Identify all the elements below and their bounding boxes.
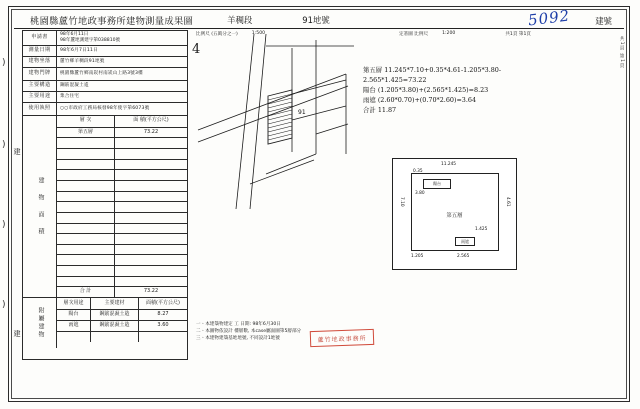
table-row-survey-date <box>23 46 187 57</box>
accessory-header-material: 主要建材 <box>91 298 139 309</box>
plan-balcony-box <box>423 179 451 189</box>
vertical-label-building: 建 物 面 積 <box>36 177 44 236</box>
note-line-2: 二、本圖物依設計 樓層數, 本case屬面圖第5層部分 <box>196 328 302 334</box>
row-value-use: 集合住宅 <box>60 94 80 100</box>
lot-label: 91地號 <box>302 15 330 25</box>
page-vertical-label: 共1頁 第1頁 <box>619 36 624 69</box>
table-row-structure <box>23 81 187 92</box>
row-value-location: 蘆竹鄉羊稠段91地號 <box>60 59 105 65</box>
plan-dim-right: 4.61 <box>505 197 510 207</box>
application-doc-no: 98年蘆地測建字第038810號 <box>60 38 121 44</box>
floor-blank-row <box>57 181 187 192</box>
floor-blank-row <box>57 266 187 277</box>
floor-blank-row <box>57 149 187 160</box>
floor-total-label: 合 計 <box>57 287 115 297</box>
note-line-3: 三、本建物建築基地地號, 不同設計1地號 <box>196 335 280 341</box>
floor-table-header <box>57 116 187 128</box>
row-value-address: 桃園縣蘆竹鄉南崁村南崁山上路3號3樓 <box>60 71 143 77</box>
plan-dim-top: 11.245 <box>441 162 457 167</box>
vertical-label-accessory: 附屬建物 <box>36 307 44 339</box>
accessory-header-use: 層次用途 <box>57 298 91 309</box>
floor-plan-center-label: 第五層 <box>446 213 463 219</box>
floor-total-row <box>57 287 187 297</box>
section-label: 羊稠段 <box>227 15 253 25</box>
accessory-table <box>57 298 187 348</box>
floor-blank-row <box>57 255 187 266</box>
office-stamp: 蘆竹地政事務所 <box>310 329 375 347</box>
binding-mark-3: ) <box>2 220 6 230</box>
cadastral-map-svg <box>196 34 356 209</box>
table-row-permit <box>23 103 187 116</box>
row-label-structure: 主要構造 <box>23 81 57 91</box>
document-header <box>14 6 624 30</box>
binding-marks <box>2 0 10 409</box>
accessory-blank-row <box>57 332 187 342</box>
vertical-label-jian-2: 建 <box>13 330 21 339</box>
row-label-address: 建物門牌 <box>23 68 57 80</box>
area-calculations <box>363 66 553 116</box>
floor-area-table <box>57 116 187 297</box>
floor-blank-row <box>57 213 187 224</box>
accessory-material-value: 鋼筋混凝土造 <box>91 310 139 320</box>
accessory-area-value: 8.27 <box>157 311 169 318</box>
drawn-scale-value: 1:200 <box>442 31 456 36</box>
floor-blank-row <box>57 245 187 256</box>
scale-value: 1:500 <box>251 31 266 36</box>
floor-blank-row <box>57 138 187 149</box>
drawn-scale-label: 定著圖 比例尺 <box>399 32 429 37</box>
table-row-use <box>23 92 187 103</box>
row-label-permit: 使用執照 <box>23 103 57 115</box>
plan-dim-a: 3.80 <box>415 191 425 196</box>
row-value-survey-date: 98年6月7日11日 <box>60 48 98 54</box>
row-label-survey-date: 測量日期 <box>23 46 57 56</box>
plan-dim-c: 0.35 <box>413 169 423 174</box>
floor-blank-row <box>57 192 187 203</box>
floor-blank-row <box>57 160 187 171</box>
binding-mark-1: ) <box>2 58 6 68</box>
row-value-structure: 鋼筋混凝土造 <box>60 83 89 89</box>
vertical-label-jian-1: 建 <box>13 148 21 157</box>
handwritten-mark: 4 <box>192 42 201 57</box>
binding-mark-2: ) <box>2 140 6 150</box>
page-title: 桃園縣蘆竹地政事務所建物測量成果圖 <box>30 16 194 27</box>
page-count-label: 共1頁 第1頁 <box>505 32 532 37</box>
note-line-1: 一、本建築物建定 工 日期: 98年6月30日 <box>196 322 281 327</box>
calc-line-5: 合計 11.87 <box>363 105 397 114</box>
plan-balcony-label: 陽台 <box>433 181 441 186</box>
table-row-location <box>23 57 187 68</box>
floor-level-value: 第五層 <box>57 128 115 138</box>
plan-dim-b: 1.425 <box>475 227 488 232</box>
plan-dim-bottom-left: 1.205 <box>411 254 424 259</box>
plan-eave-box <box>455 237 475 246</box>
map-lot-number: 91 <box>298 109 306 116</box>
accessory-area-value: 3.60 <box>157 322 169 329</box>
floor-area-value: 73.22 <box>143 128 159 135</box>
plan-eave-label: 雨遮 <box>461 238 469 244</box>
calc-line-3: 陽台 (1.205*3.80)+(2.565*1.425)=8.23 <box>363 85 489 94</box>
floor-blank-row <box>57 202 187 213</box>
floor-total-value: 73.22 <box>143 288 159 295</box>
floor-blank-row <box>57 234 187 245</box>
calc-line-1: 第五層 11.245*7.10+0.35*4.61-1.205*3.80- <box>363 66 502 74</box>
calc-line-2: 2.565*1.425=73.22 <box>363 75 427 84</box>
table-row-application <box>23 31 187 46</box>
accessory-table-row <box>57 321 187 332</box>
building-area-block <box>23 116 187 298</box>
accessory-table-header <box>57 298 187 310</box>
floor-table-row <box>57 128 187 139</box>
row-label-use: 主要用途 <box>23 92 57 102</box>
attribute-table <box>22 30 188 360</box>
accessory-table-row <box>57 310 187 321</box>
binding-mark-4: ) <box>2 300 6 310</box>
application-date: 98年6月11日 <box>60 32 89 37</box>
row-label-location: 建物坐落 <box>23 57 57 67</box>
building-number-label: 建號 <box>595 16 612 26</box>
floor-blank-row <box>57 224 187 235</box>
accessory-use-value: 雨遮 <box>57 321 91 331</box>
cadastral-map <box>196 34 356 204</box>
table-row-address <box>23 68 187 81</box>
accessory-building-block <box>23 298 187 348</box>
building-area-side-label <box>23 116 57 297</box>
accessory-material-value: 鋼筋混凝土造 <box>91 321 139 331</box>
handwritten-building-number: 5092 <box>526 6 571 30</box>
accessory-use-value: 陽台 <box>57 310 91 320</box>
floor-plan-box <box>392 158 517 270</box>
row-value-application <box>57 31 187 45</box>
floor-blank-row <box>57 277 187 288</box>
calc-line-4: 雨遮 (2.60*0.70)+(0.70*2.60)=3.64 <box>363 95 477 104</box>
plan-dim-bottom-right: 2.565 <box>457 254 470 259</box>
plan-dim-left: 7.10 <box>399 197 404 207</box>
accessory-side-label <box>23 298 57 348</box>
floor-header-area: 面 積(平方公尺) <box>133 117 169 124</box>
floor-header-level: 層 次 <box>57 116 115 127</box>
accessory-header-area: 面積(平方公尺) <box>146 299 180 306</box>
row-value-permit: ○○市政府工務局核發98年使字第6073號 <box>60 106 150 112</box>
row-label-application: 申請書 <box>23 31 57 45</box>
floor-blank-row <box>57 170 187 181</box>
scale-label: 比例尺 (五萬分之一) <box>196 32 238 37</box>
